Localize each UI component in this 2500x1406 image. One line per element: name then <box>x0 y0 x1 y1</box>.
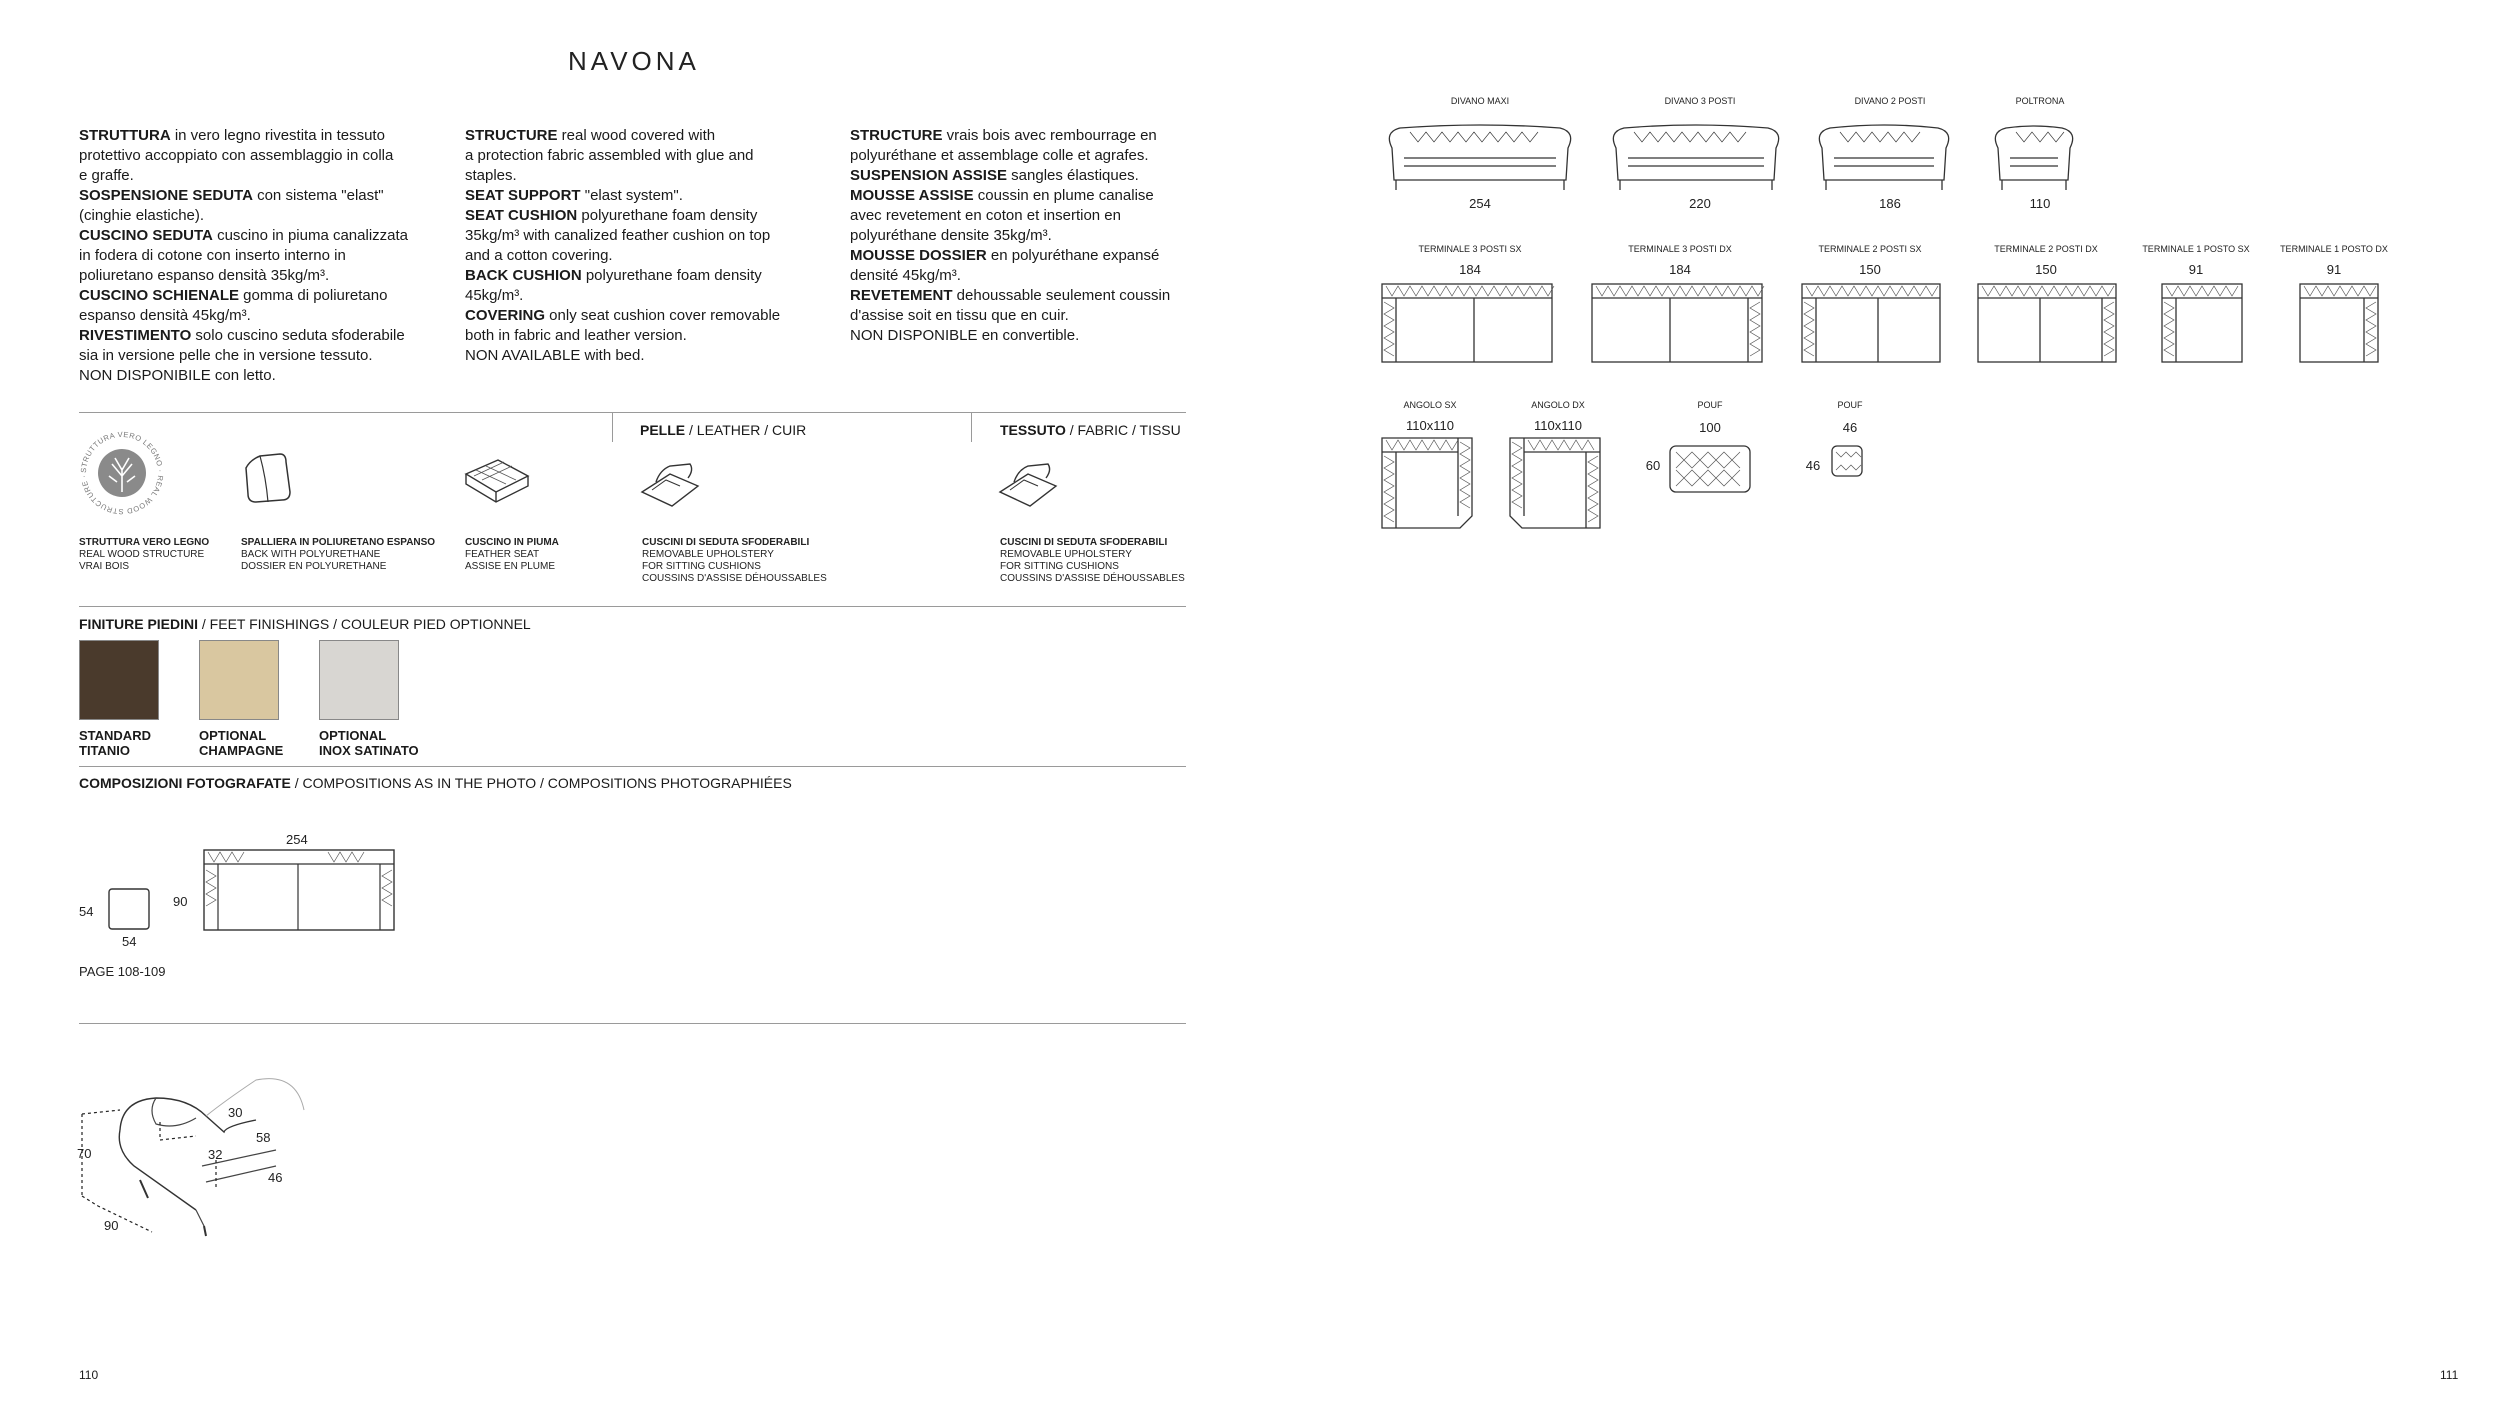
swatch-inox <box>319 640 399 720</box>
feature-subtitle: BACK WITH POLYURETHANE <box>241 549 381 560</box>
side-arm: 30 <box>228 1105 243 1120</box>
page-ref: PAGE 108-109 <box>79 964 166 979</box>
text-line: MOUSSE ASSISE coussin en plume canalise <box>850 187 1154 204</box>
text-column-fr <box>850 126 1180 346</box>
wood-seal-icon <box>79 430 165 516</box>
divider-top <box>79 412 1186 413</box>
svg-text:STRUTTURA VERO LEGNO · REAL WO: STRUTTURA VERO LEGNO · REAL WOOD STRUCTURE · <box>78 429 166 517</box>
side-height: 70 <box>77 1146 92 1161</box>
text-line: protettivo accoppiato con assemblaggio in colla <box>79 147 394 164</box>
side-seat-depth: 58 <box>256 1130 271 1145</box>
model-dim: 186 <box>1879 196 1901 211</box>
feature-subtitle: ASSISE EN PLUME <box>465 561 556 572</box>
model-dim: 150 <box>2035 262 2057 277</box>
text-line: SEAT CUSHION polyurethane foam density <box>465 207 758 224</box>
text-column-en <box>465 126 795 366</box>
side-seat-height: 46 <box>268 1170 283 1185</box>
feature-subtitle: REMOVABLE UPHOLSTERY <box>1000 549 1132 560</box>
front-view-models <box>1380 118 2120 194</box>
composizioni-header: COMPOSIZIONI FOTOGRAFATE / COMPOSITIONS AS IN THE PHOTO / COMPOSITIONS PHOTOGRAPHIÉES <box>79 775 792 791</box>
model-name: DIVANO 3 POSTI <box>1664 96 1736 106</box>
model-name: ANGOLO DX <box>1531 400 1585 410</box>
text-line: SUSPENSION ASSISE sangles élastiques. <box>850 167 1139 184</box>
text-line: polyuréthane et assemblage colle et agrafes. <box>850 147 1149 164</box>
model-name: TERMINALE 2 POSTI SX <box>1818 244 1922 254</box>
back-cushion-icon <box>238 448 298 508</box>
model-dim: 46 <box>1842 420 1858 435</box>
photo-sofa-depth: 90 <box>173 894 188 909</box>
feature-subtitle: COUSSINS D'ASSISE DÉHOUSSABLES <box>642 573 827 584</box>
text-line: STRUCTURE real wood covered with <box>465 127 716 144</box>
text-line: sia in versione pelle che in versione tessuto. <box>79 347 373 364</box>
text-column-it <box>79 126 409 386</box>
swatch-label-champagne: OPTIONAL CHAMPAGNE <box>199 728 284 758</box>
text-line: BACK CUSHION polyurethane foam density <box>465 267 762 284</box>
text-line: e graffe. <box>79 167 134 184</box>
pouf-side-dim: 60 <box>1645 458 1661 473</box>
feature-subtitle: COUSSINS D'ASSISE DÉHOUSSABLES <box>1000 573 1185 584</box>
removable-cover-icon-fabric <box>994 456 1064 514</box>
tessuto-header: TESSUTO / FABRIC / TISSU <box>1000 422 1181 438</box>
text-line: MOUSSE DOSSIER en polyuréthane expansé <box>850 247 1160 264</box>
text-line: STRUCTURE vrais bois avec rembourrage en <box>850 127 1157 144</box>
feature-removable-leather <box>642 537 827 585</box>
text-line: both in fabric and leather version. <box>465 327 687 344</box>
text-line: REVETEMENT dehoussable seulement coussin <box>850 287 1171 304</box>
text-line: poliuretano espanso densità 35kg/m³. <box>79 267 330 284</box>
feature-subtitle: FOR SITTING CUSHIONS <box>1000 561 1119 572</box>
feature-title: CUSCINI DI SEDUTA SFODERABILI <box>1000 537 1168 548</box>
divider-pelle <box>612 412 613 442</box>
model-dim: 91 <box>2188 262 2204 277</box>
text-line: STRUTTURA in vero legno rivestita in tessuto <box>79 127 385 144</box>
page-title: NAVONA <box>568 46 700 76</box>
photo-pouf-height: 54 <box>79 904 94 919</box>
feature-removable-fabric <box>1000 537 1185 585</box>
model-name: TERMINALE 2 POSTI DX <box>1994 244 2098 254</box>
model-name: TERMINALE 3 POSTI SX <box>1418 244 1522 254</box>
text-line: espanso densità 45kg/m³. <box>79 307 251 324</box>
photo-sofa-width: 254 <box>286 832 308 847</box>
model-dim: 110x110 <box>1534 418 1582 433</box>
photo-pouf-width: 54 <box>122 934 137 949</box>
pelle-header: PELLE / LEATHER / CUIR <box>640 422 807 438</box>
text-line: CUSCINO SEDUTA cuscino in piuma canalizzata <box>79 227 409 244</box>
model-name: TERMINALE 3 POSTI DX <box>1628 244 1732 254</box>
terminal-models-plan <box>1380 282 2380 366</box>
feature-subtitle: REAL WOOD STRUCTURE <box>79 549 205 560</box>
removable-cover-icon <box>636 456 706 514</box>
feature-back <box>241 537 435 573</box>
text-line: a protection fabric assembled with glue and <box>465 147 754 164</box>
page-number-right: 111 <box>2440 1368 2459 1382</box>
model-dim: 184 <box>1459 262 1481 277</box>
feature-title: CUSCINI DI SEDUTA SFODERABILI <box>642 537 810 548</box>
text-line: 45kg/m³. <box>465 287 524 304</box>
text-line: SOSPENSIONE SEDUTA con sistema "elast" <box>79 187 384 204</box>
side-arm-width: 32 <box>208 1147 223 1162</box>
finiture-header: FINITURE PIEDINI / FEET FINISHINGS / COULEUR PIED OPTIONNEL <box>79 616 531 632</box>
model-dim: 220 <box>1689 196 1711 211</box>
model-dim: 254 <box>1469 196 1491 211</box>
model-name: POUF <box>1837 400 1863 410</box>
feature-title: SPALLIERA IN POLIURETANO ESPANSO <box>241 537 436 548</box>
feature-title: STRUTTURA VERO LEGNO <box>79 537 210 548</box>
model-dim: 150 <box>1859 262 1881 277</box>
feature-wood <box>79 537 209 573</box>
model-dim: 110 <box>2029 196 2051 211</box>
text-line: polyuréthane densite 35kg/m³. <box>850 227 1052 244</box>
model-name: DIVANO 2 POSTI <box>1854 96 1926 106</box>
text-line: NON DISPONIBLE en convertible. <box>850 327 1080 344</box>
feature-title: CUSCINO IN PIUMA <box>465 537 559 548</box>
model-name: TERMINALE 1 POSTO SX <box>2142 244 2250 254</box>
text-line: SEAT SUPPORT "elast system". <box>465 187 683 204</box>
page-number-left: 110 <box>79 1368 99 1382</box>
text-line: NON AVAILABLE with bed. <box>465 347 645 364</box>
text-line: (cinghie elastiche). <box>79 207 205 224</box>
text-line: 35kg/m³ with canalized feather cushion on top <box>465 227 771 244</box>
feature-feather <box>465 537 559 573</box>
text-line: staples. <box>465 167 517 184</box>
swatch-label-titanio: STANDARD TITANIO <box>79 728 151 758</box>
text-line: in fodera di cotone con inserto interno in <box>79 247 346 264</box>
divider-composizioni <box>79 766 1186 767</box>
model-name: TERMINALE 1 POSTO DX <box>2280 244 2388 254</box>
swatch-titanio <box>79 640 159 720</box>
feature-subtitle: FOR SITTING CUSHIONS <box>642 561 761 572</box>
text-line: CUSCINO SCHIENALE gomma di poliuretano <box>79 287 388 304</box>
pouf-small-side-dim: 46 <box>1805 458 1821 473</box>
text-line: COVERING only seat cushion cover removable <box>465 307 781 324</box>
model-dim: 184 <box>1669 262 1691 277</box>
divider-finiture <box>79 606 1186 607</box>
model-dim: 110x110 <box>1406 418 1454 433</box>
model-name: POUF <box>1697 400 1723 410</box>
model-name: POLTRONA <box>2015 96 2065 106</box>
side-depth: 90 <box>104 1218 119 1233</box>
text-line: d'assise soit en tissu que en cuir. <box>850 307 1069 324</box>
corner-pouf-models-plan <box>1380 436 1880 532</box>
text-line: and a cotton covering. <box>465 247 613 264</box>
swatch-champagne <box>199 640 279 720</box>
text-line: avec revetement en coton et insertion en <box>850 207 1121 224</box>
divider-tessuto <box>971 412 972 442</box>
model-name: ANGOLO SX <box>1403 400 1457 410</box>
feature-subtitle: VRAI BOIS <box>79 561 130 572</box>
feather-cushion-icon <box>462 456 532 510</box>
model-dim: 100 <box>1699 420 1721 435</box>
text-line: RIVESTIMENTO solo cuscino seduta sfoderabile <box>79 327 405 344</box>
feature-subtitle: FEATHER SEAT <box>465 549 540 560</box>
text-line: densité 45kg/m³. <box>850 267 961 284</box>
text-line: NON DISPONIBILE con letto. <box>79 367 276 384</box>
photo-composition-diagram <box>108 848 398 932</box>
feature-subtitle: REMOVABLE UPHOLSTERY <box>642 549 774 560</box>
model-name: DIVANO MAXI <box>1450 96 1510 106</box>
divider-bottom <box>79 1023 1186 1024</box>
feature-subtitle: DOSSIER EN POLYURETHANE <box>241 561 387 572</box>
model-dim: 91 <box>2326 262 2342 277</box>
swatch-label-inox: OPTIONAL INOX SATINATO <box>319 728 419 758</box>
